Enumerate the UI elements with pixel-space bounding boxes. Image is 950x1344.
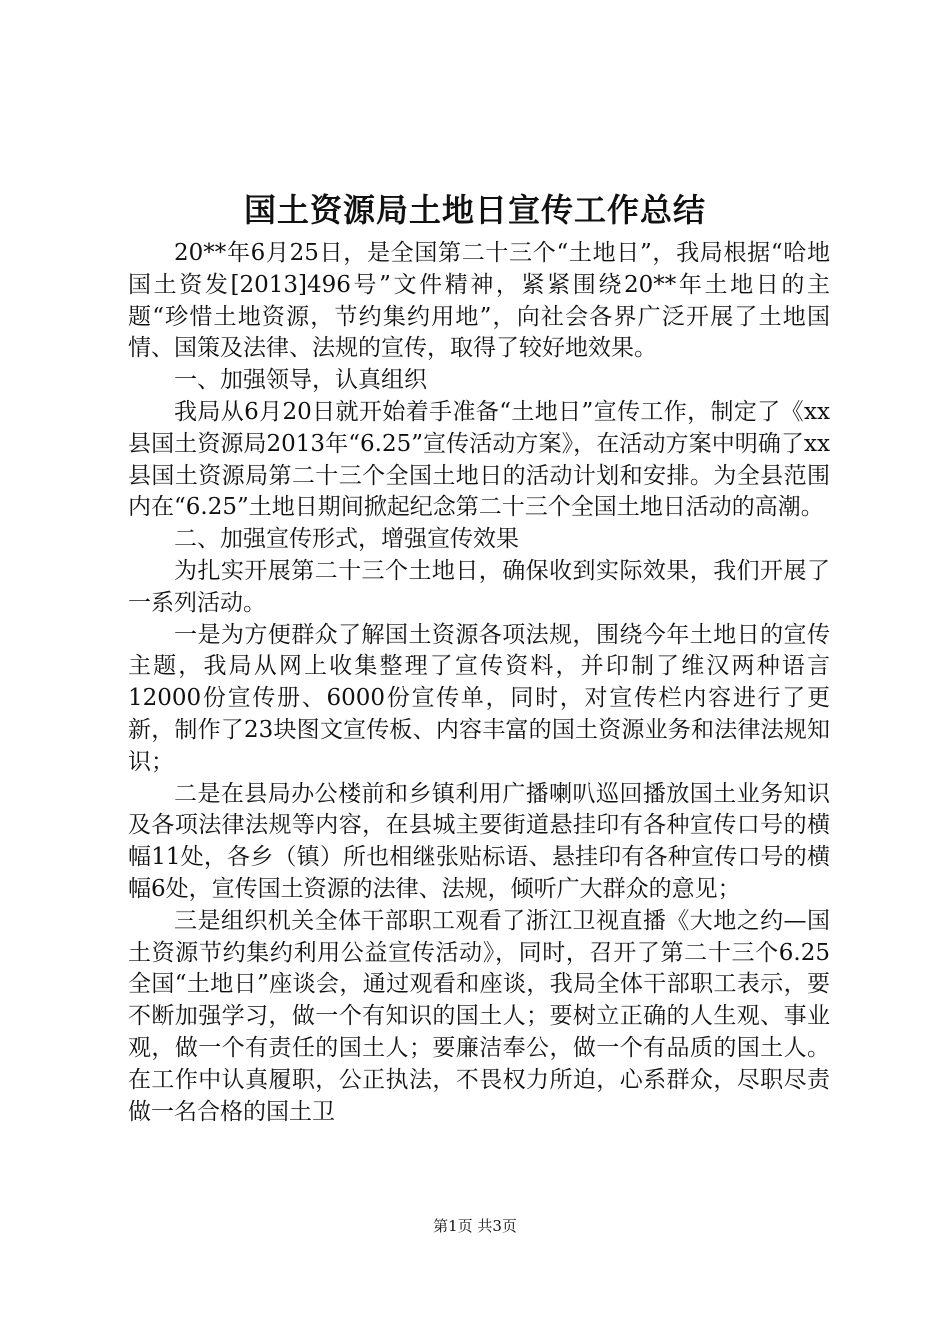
document-title: 国土资源局土地日宣传工作总结 bbox=[243, 191, 706, 229]
document-body bbox=[128, 238, 830, 1128]
paragraph-item-1: 一是为方便群众了解国土资源各项法规，围绕今年土地日的宣传主题，我局从网上收集整理了宣传资料，并印制了维汉两种语言12000份宣传册、6000份宣传单，同时，对宣传栏内容进行了更新，制作了23块图文宣传板、内容丰富的国土资源业务和法律法规知识； bbox=[128, 621, 830, 775]
section-heading-2: 二、加强宣传形式，增强宣传效果 bbox=[174, 526, 519, 553]
paragraph-item-2: 二是在县局办公楼前和乡镇利用广播喇叭巡回播放国土业务知识及各项法律法规等内容，在县城主要街道悬挂印有各种宣传口号的横幅11处，各乡（镇）所也相继张贴标语、悬挂印有各种宣传口号的横幅6处，宣传国土资源的法律、法规，倾听广大群众的意见； bbox=[128, 780, 830, 902]
paragraph-section-1: 我局从6月20日就开始着手准备“土地日”宣传工作，制定了《xx县国土资源局2013年“6.25”宣传活动方案》，在活动方案中明确了xx县国土资源局第二十三个全国土地日的活动计划和安排。为全县范围内在“6.25”土地日期间掀起纪念第二十三个全国土地日活动的高潮。 bbox=[128, 398, 830, 521]
paragraph-item-3: 三是组织机关全体干部职工观看了浙江卫视直播《大地之约—国土资源节约集约利用公益宣传活动》，同时，召开了第二十三个6.25全国“土地日”座谈会，通过观看和座谈，我局全体干部职工表示，要不断加强学习，做一个有知识的国土人；要树立正确的人生观、事业观，做一个有责任的国土人；要廉洁奉公，做一个有品质的国土人。在工作中认真履职，公正执法，不畏权力所迫，心系群众，尽职尽责做一名合格的国土卫 bbox=[128, 907, 830, 1125]
section-heading-1: 一、加强领导，认真组织 bbox=[174, 367, 427, 394]
page-footer: 第1页 共3页 bbox=[433, 1217, 517, 1235]
paragraph-intro: 20**年6月25日，是全国第二十三个“土地日”，我局根据“哈地国土资发[2013]496号”文件精神，紧紧围绕20**年土地日的主题“珍惜土地资源，节约集约用地”，向社会各界广泛开展了土地国情、国策及法律、法规的宣传，取得了较好地效果。 bbox=[128, 240, 830, 362]
paragraph-section-2-intro: 为扎实开展第二十三个土地日，确保收到实际效果，我们开展了一系列活动。 bbox=[128, 557, 830, 616]
